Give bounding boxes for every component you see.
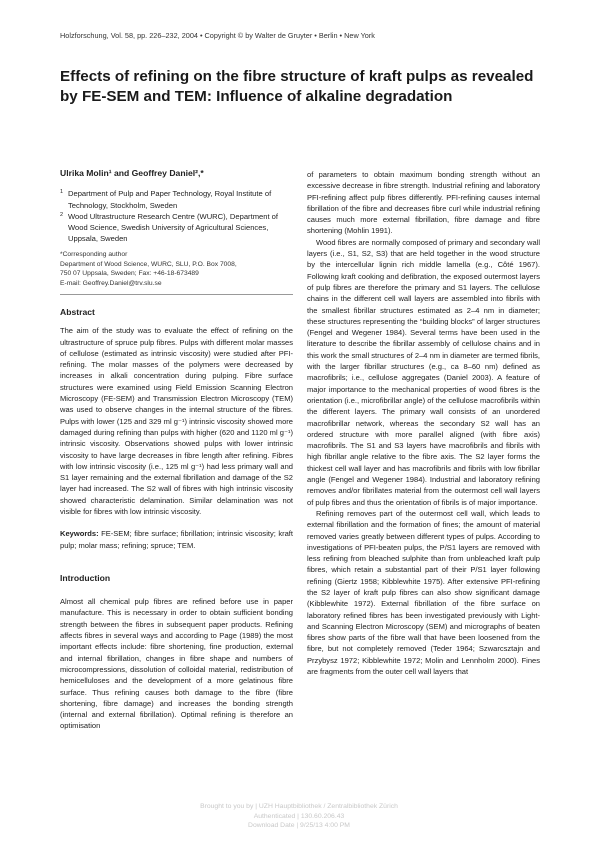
keywords-text: FE-SEM; fibre surface; fibrillation; intrinsic viscosity; kraft pulp; molar mass; refining; spruce; TEM. — [60, 529, 293, 550]
body-paragraph-2: Wood fibres are normally composed of primary and secondary wall layers (i.e., S1, S2, S3) that are held together in the wood structure by the intercellular lignin rich middle lamella (e.g., Côté 1967). Following kraft cooking and defibration, the exposed outermost layers of pulp fibres are therefore the primary and S1 layers. The cellulose chains in the different cell wall layers are assembled into fibrils with the smallest fibrillar structures estimated as 2–4 nm in diameter; these structures representing the “building blocks” of larger structures (Fengel and Wegener 1984). Several terms have been used in the literature to describe the fibrillar assembly of cellulose chains and in this work the small structures of 2–4 nm in diameter are termed fibrils, with the larger fibrillar structures (e.g., ca 8–60 nm) defined as macrofibrils; i.e., cellulose aggregates (Daniel 2003). A feature of major importance to the mechanical properties of wood fibres is the orientation (i.e., microfibrillar angle) of the cellulose macrofibrils within the different layers. The primary wall consists of an unordered macrofibrillar network, whereas the secondary S2 wall has an ordered structure with more parallel aligned (with fibre axis) macrofibrils. The S1 and S3 layers have macrofibrils and fibrils with high fibrillar angle relative to the fibre axis. The S2 layer forms the thickest cell wall layer and has macrofibrils and fibrils with low fibrillar angle (Fengel and Wegener 1984). Industrial and laboratory refining removes and/or fibrillates material from the outermost cell wall layers of pulp fibres and thus the orientation of fibrils is of major importance. — [307, 237, 540, 507]
abstract-heading: Abstract — [60, 306, 95, 317]
download-footer — [0, 802, 598, 831]
affiliation-text: Wood Ultrastructure Research Centre (WURC), Department of Wood Science, Swedish University of Agricultural Sciences, Uppsala, Sweden — [68, 211, 279, 244]
affiliation-number: 2 — [60, 211, 64, 218]
corresponding-label: *Corresponding author — [60, 251, 128, 259]
running-head: Holzforschung, Vol. 58, pp. 226–232, 2004 • Copyright © by Walter de Gruyter • Berlin • New York — [60, 31, 375, 40]
article-title: Effects of refining on the fibre structure of kraft pulps as revealed by FE-SEM and TEM: Influence of alkaline degradation — [60, 68, 534, 105]
body-paragraph-3: Refining removes part of the outermost cell wall, which leads to external fibrillation and the formation of fines; the amount of material removed varies greatly between different types of pulps. According to investigations of PFI-beaten pulps, the P/S1 layers are removed with less refining from bleached sulphite than from unbleached kraft pulp fibres, which retain a substantial part of their P/S1 layer following refining (Giertz 1958; Kibblewhite 1975). After extensive PFI-refining the S2 layer of kraft pulp fibres can also show significant damage (Kibblewhite 1972). External fibrillation of the fibre surface on laboratory refined fibres has been investigated previously with Light- and Scanning Electron Microscopy (SEM) and micrographs of beaten fibres show parts of the fibre wall that have been loosened from the fibre, but not completely removed (Teder 1964; Szwarcsztajn and Przybysz 1972; Kibblewhite 1972; Molin and Lennholm 2000). Fines are fragments from the outer cell wall layers that — [307, 508, 540, 677]
affiliation-1 — [60, 188, 293, 210]
introduction-paragraph: Almost all chemical pulp fibres are refined before use in paper manufacture. This is necessary in order to obtain sufficient bonding strength between the fibres in subsequent paper products. Refining affects fibres in several ways and according to Page (1989) the most important effects include: fibre shortening, fine production, external and internal fibrillation, changes in fibre shape and numbers of microcompressions, dissolution of colloidal material, redistribution of hemicelluloses and the development of a more gelatinous fibre surface. Thus refining causes both damage to the fibre (fibre shortening, fibre damage) and increases the bonding strength (internal and external fibrillation). Optimal refining is therefore an optimisation — [60, 597, 293, 731]
left-column — [60, 168, 293, 732]
divider — [60, 294, 293, 295]
abstract-text: The aim of the study was to evaluate the effect of refining on the ultrastructure of spruce pulp fibres. Pulps with different molar masses of cellulose (estimated as intrinsic viscosity) were studied after PFI-refining. The molar masses of the polymers were decreased by increases in alkali concentration during pulping. Fibre surface structures were examined using Field Emission Scanning Electron Microscopy (FE-SEM) and Transmission Electron Microscopy (TEM) was used to observe changes in the internal structure of the fibres. Pulps with lower (125 and 329 ml g⁻¹) intrinsic viscosity showed more damaged during refining than pulps with higher (620 and 1120 ml g⁻¹) intrinsic viscosity. Observations showed pulps with lower intrinsic viscosity to have large decreases in fibre length after refining. Fibres with low intrinsic viscosity (i.e., 125 ml g⁻¹) had less primary wall and S1 layer remaining and the external fibrillation and damage of the S2 layer had increased. The S2 wall of fibres with high intrinsic viscosity showed characteristic delamination. Similar delamination was not visible for fibres with low intrinsic viscosity. — [60, 326, 293, 516]
affiliation-number: 1 — [60, 189, 64, 196]
corresponding-author — [60, 250, 293, 288]
affiliation-2 — [60, 211, 293, 245]
corresponding-address-1: Department of Wood Science, WURC, SLU, P.O. Box 7008, — [60, 260, 237, 268]
introduction-heading: Introduction — [60, 572, 111, 583]
body-paragraph-1: of parameters to obtain maximum bonding strength without an excessive decrease in fibre strength. Industrial refining and laboratory PFI-refining affect pulp fibres differently. PFI-refining causes internal fibrillation of the fibre and decreases fibre curl while industrial refining causes much more external fibrillation, fibre damage and fibre shortening (Mohlin 1991). — [307, 170, 540, 236]
keywords — [60, 528, 293, 551]
footer-line-3: Download Date | 9/25/13 4:00 PM — [248, 822, 350, 829]
footer-line-2: Authenticated | 130.60.206.43 — [253, 812, 345, 820]
keywords-label: Keywords: — [60, 529, 99, 539]
affiliation-text: Department of Pulp and Paper Technology, Royal Institute of Technology, Stockholm, Sweden — [68, 189, 272, 210]
right-column — [307, 169, 540, 677]
footer-line-1: Brought to you by | UZH Hauptbibliothek / Zentralbibliothek Zürich — [200, 803, 398, 810]
authors: Ulrika Molin¹ and Geoffrey Daniel²,* — [60, 168, 204, 178]
corresponding-email: E-mail: Geoffrey.Daniel@trv.slu.se — [60, 279, 162, 287]
corresponding-address-2: 750 07 Uppsala, Sweden; Fax: +46-18-673489 — [60, 270, 199, 278]
